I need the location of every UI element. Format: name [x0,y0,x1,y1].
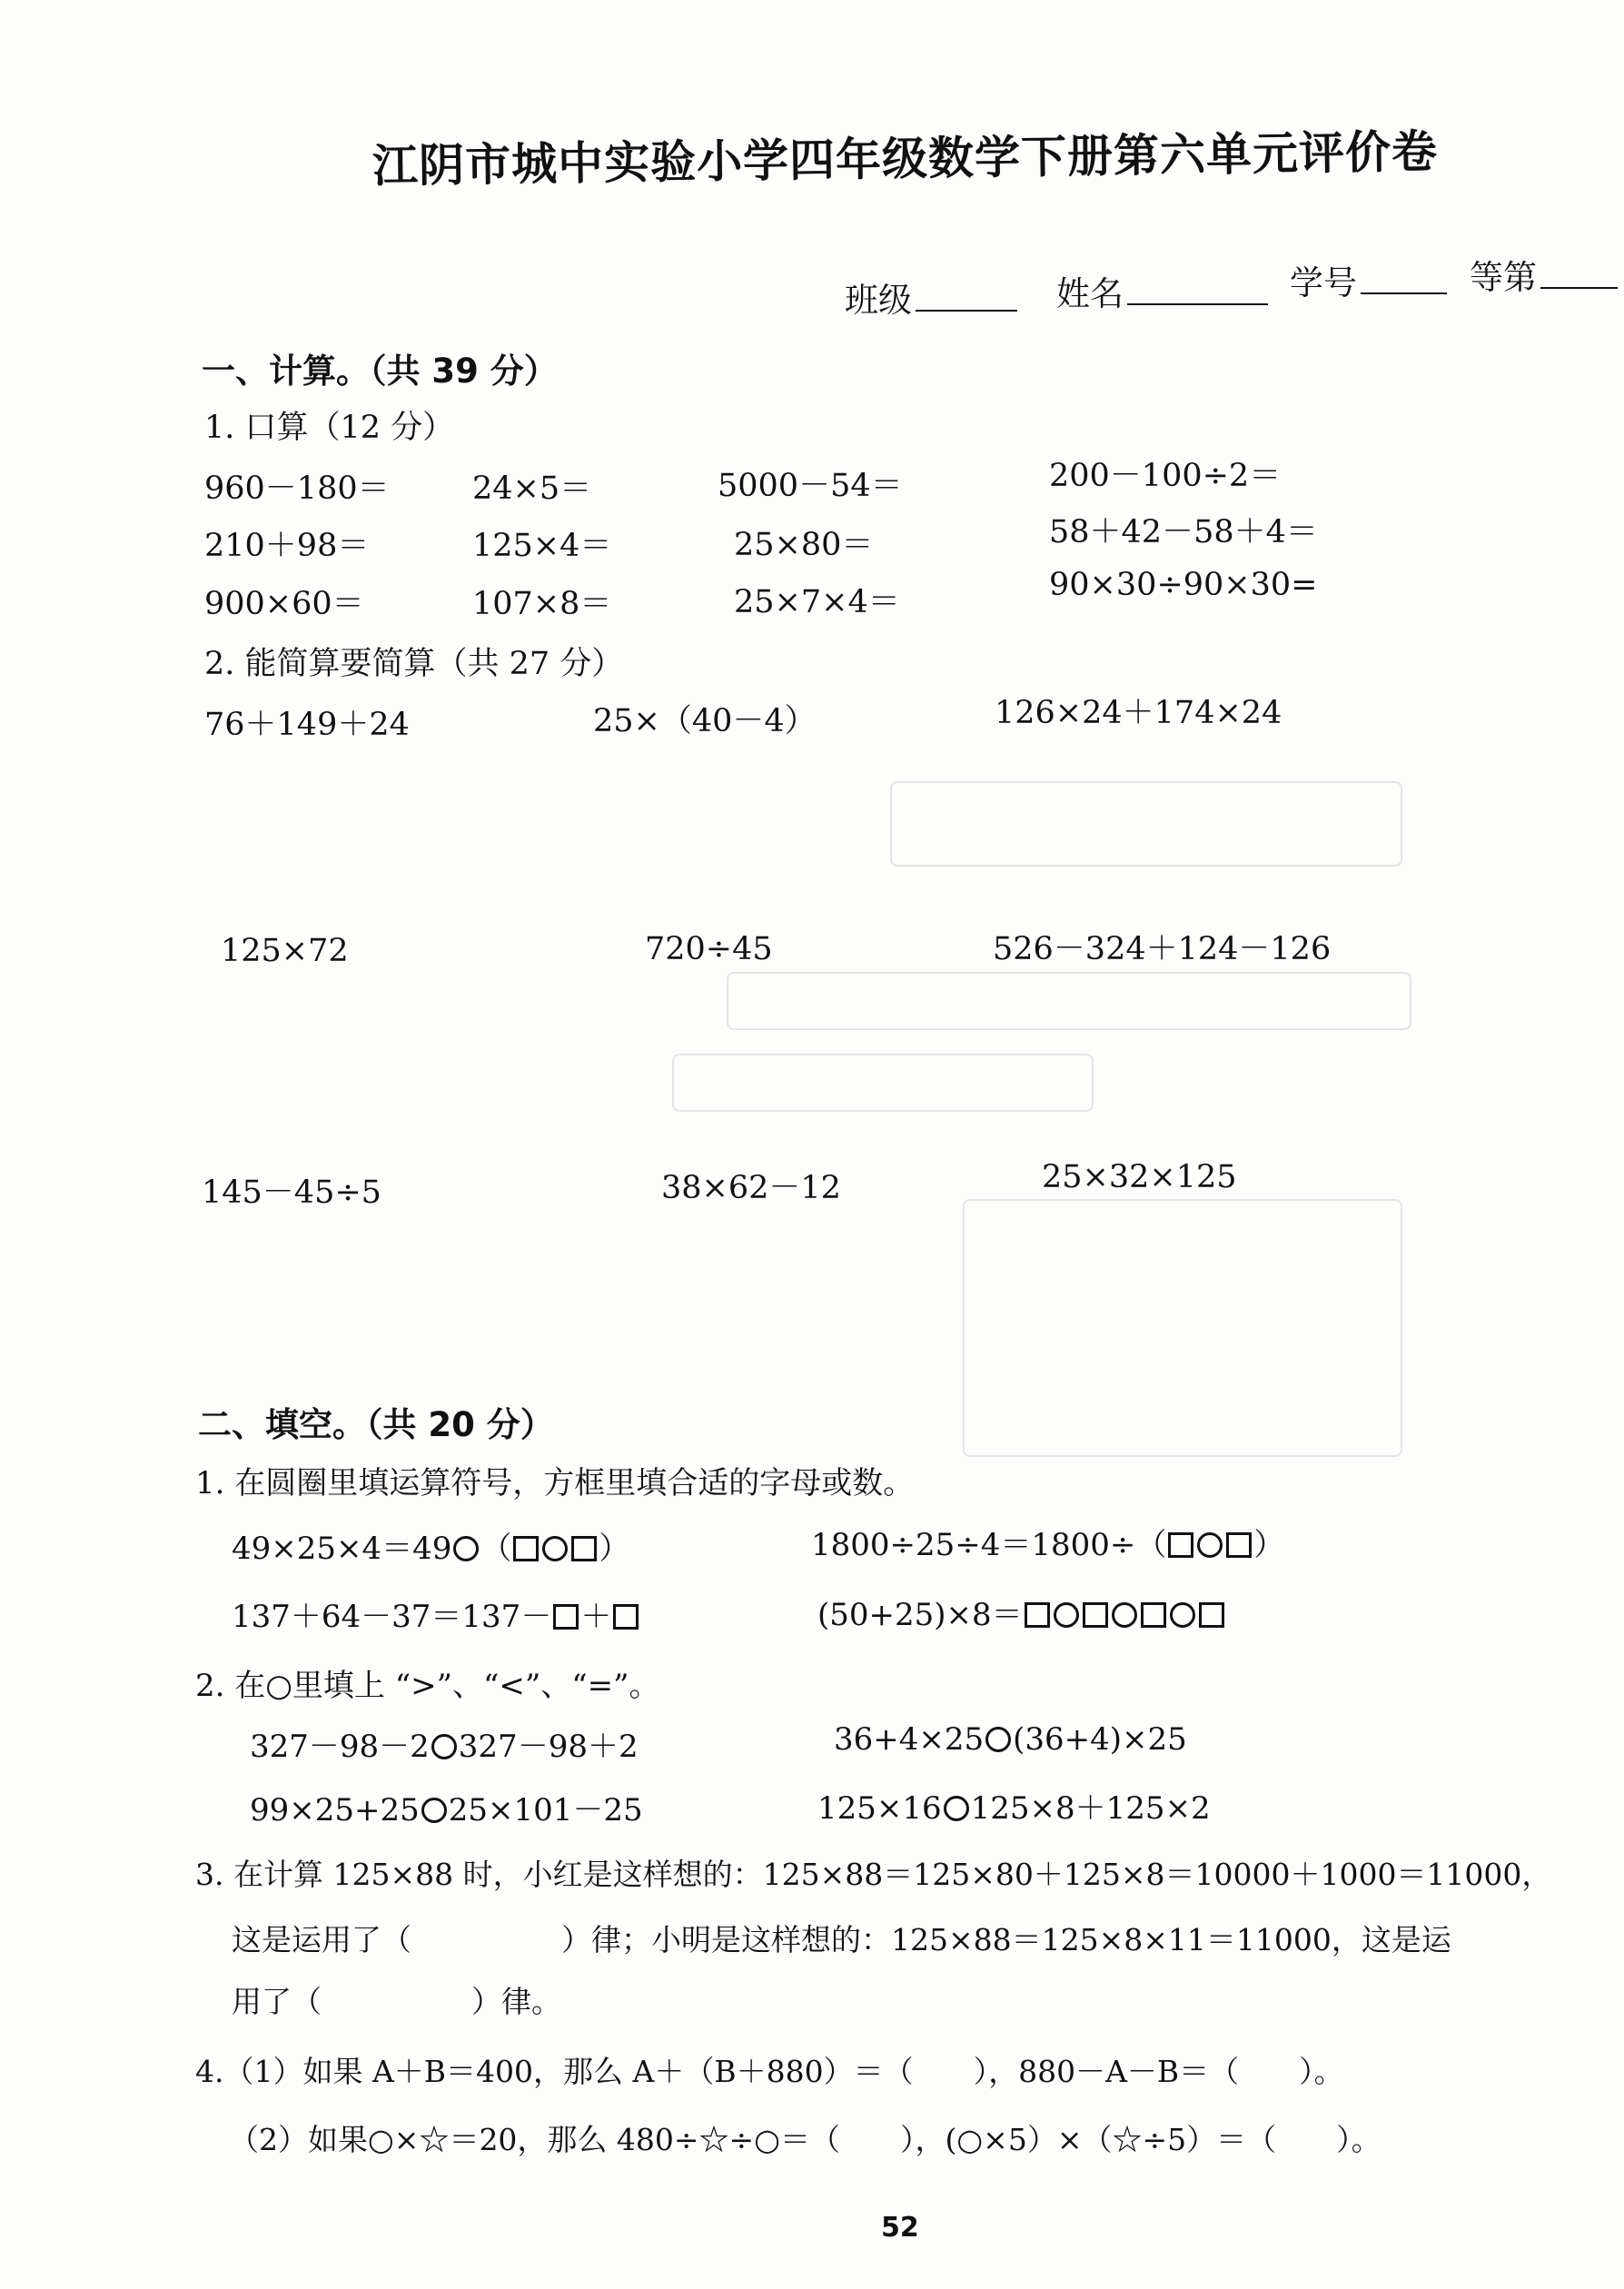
simplify-item: 25×32×125 [1042,1159,1237,1195]
q2-item-d [817,1783,1211,1828]
q4-line1: 4.（1）如果 A＋B＝400，那么 A＋（B＋880）＝（ ），880－A－B＝（ ）。 [195,2054,1344,2089]
q2-c-right: 25×101－25 [448,1792,643,1828]
compare-circle[interactable] [431,1734,457,1759]
q2-item-b [834,1721,1187,1758]
blank-circle[interactable] [542,1536,568,1561]
oral-item: 125×4＝ [472,528,612,564]
part2-heading: 2. 能简算要简算（共 27 分） [204,646,624,682]
show-through-box [727,972,1411,1030]
q2-d-left: 125×16 [817,1790,942,1827]
compare-circle[interactable] [421,1798,447,1823]
class-field [845,272,1017,322]
q1-item-b: 1800÷25÷4＝1800÷（ ） [811,1527,1285,1563]
simplify-item: 25×（40－4） [593,703,817,739]
oral-item: 25×80＝ [734,527,874,563]
q2-b-left: 36+4×25 [834,1721,985,1758]
page-title: 江阴市城中实验小学四年级数学下册第六单元评价卷 [371,124,1439,193]
part1-heading: 1. 口算（12 分） [204,410,455,446]
simplify-item: 126×24＋174×24 [995,695,1282,731]
class-label: 班级 [845,281,912,320]
q2-c-left: 99×25+25 [250,1792,420,1828]
simplify-item: 125×72 [221,933,349,969]
oral-item: 107×8＝ [472,586,612,622]
blank-circle[interactable] [1054,1602,1079,1628]
q1-b-expr: 1800÷25÷4＝1800÷ [811,1527,1136,1563]
blank-square[interactable] [553,1604,579,1630]
oral-item: 5000－54＝ [718,468,903,504]
q2-d-right: 125×8＋125×2 [970,1790,1211,1827]
blank-square[interactable] [1199,1602,1224,1628]
show-through-box [672,1054,1094,1112]
oral-item: 200－100÷2＝ [1049,458,1282,494]
q2-text: 2. 在○里填上 “>”、“<”、“=”。 [195,1668,660,1704]
simplify-item: 720÷45 [645,931,773,967]
blank-circle[interactable] [1197,1532,1223,1558]
section2-heading: 二、填空。（共 20 分） [198,1405,554,1444]
blank-square[interactable] [513,1536,539,1561]
page-number: 52 [881,2212,919,2244]
compare-circle[interactable] [944,1796,969,1821]
oral-item: 90×30÷90×30= [1049,567,1318,603]
q2-item-c [250,1785,643,1829]
blank-square[interactable] [1141,1602,1166,1628]
number-label: 学号 [1290,263,1357,302]
q3-line3: 用了（ ）律。 [232,1984,561,2019]
simplify-item: 526－324＋124－126 [993,931,1332,967]
q2-a-left: 327－98－2 [250,1729,430,1765]
oral-item: 58＋42－58＋4＝ [1049,514,1318,550]
q1-item-c: 137＋64－37＝137－ ＋ [232,1591,640,1636]
grade-blank[interactable] [1540,258,1618,289]
compare-circle[interactable] [985,1727,1011,1752]
q2-item-a [250,1721,639,1766]
show-through-box [963,1199,1402,1457]
oral-item: 25×7×4＝ [734,584,900,620]
oral-item: 210＋98＝ [204,528,370,564]
blank-circle[interactable] [1170,1602,1195,1628]
number-field [1290,255,1447,304]
name-blank[interactable] [1127,274,1268,305]
simplify-item: 145－45÷5 [202,1174,381,1211]
q4-line2: （2）如果○×☆＝20，那么 480÷☆÷○＝（ ），(○×5）×（☆÷5）＝（ ）。 [229,2122,1381,2157]
q1-d-expr: (50+25)×8＝ [817,1597,1023,1633]
oral-item: 24×5＝ [472,471,592,507]
q1-a-expr: 49×25×4＝49 [232,1531,452,1567]
name-field [1056,266,1268,315]
blank-square[interactable] [613,1604,639,1630]
blank-circle[interactable] [1112,1602,1137,1628]
simplify-item: 38×62－12 [661,1170,841,1206]
q2-b-right: (36+4)×25 [1013,1721,1187,1758]
q1-item-d [817,1590,1226,1634]
grade-label: 等第 [1470,258,1537,297]
q2-a-right: 327－98＋2 [458,1729,639,1765]
blank-square[interactable] [571,1536,597,1561]
oral-item: 900×60＝ [204,586,364,622]
blank-square[interactable] [1083,1602,1108,1628]
q1-text: 1. 在圆圈里填运算符号，方框里填合适的字母或数。 [195,1465,915,1501]
blank-square[interactable] [1226,1532,1252,1558]
q1-item-a: 49×25×4＝49 （ ） [232,1531,630,1567]
class-blank[interactable] [916,281,1017,312]
show-through-box [890,781,1402,867]
blank-square[interactable] [1168,1532,1193,1558]
simplify-item: 76＋149＋24 [204,707,410,743]
blank-square[interactable] [1025,1602,1050,1628]
grade-field [1470,250,1618,299]
section1-heading: 一、计算。（共 39 分） [202,352,558,391]
blank-circle[interactable] [453,1536,479,1561]
q3-line1: 3. 在计算 125×88 时，小红是这样想的：125×88＝125×80＋125×8＝10000＋1000＝11000， [195,1857,1552,1892]
oral-item: 960－180＝ [204,471,390,507]
name-label: 姓名 [1056,274,1124,313]
q1-c-expr: 137＋64－37＝137－ [232,1599,552,1635]
number-blank[interactable] [1361,263,1447,294]
q3-line2: 这是运用了（ ）律；小明是这样想的：125×88＝125×8×11＝11000，这是运 [232,1922,1451,1957]
